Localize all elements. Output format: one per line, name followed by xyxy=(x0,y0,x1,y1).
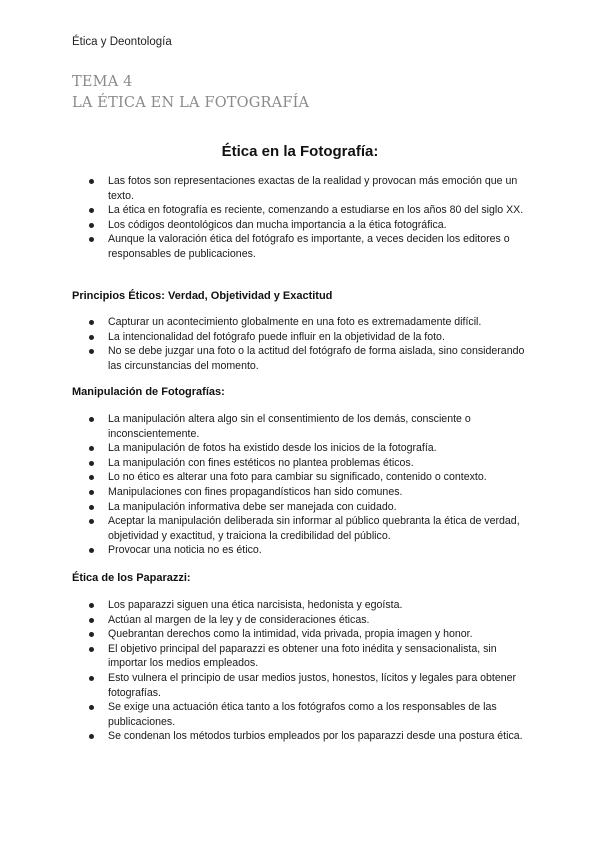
list-item: Lo no ético es alterar una foto para cambiar su significado, contenido o contexto. xyxy=(72,470,534,485)
list-item: La manipulación con fines estéticos no plantea problemas éticos. xyxy=(72,456,534,471)
list-item: El objetivo principal del paparazzi es obtener una foto inédita y sensacionalista, sin importar los medios empleados. xyxy=(72,642,534,671)
intro-list xyxy=(72,174,534,262)
tema-number: TEMA 4 xyxy=(72,74,133,90)
principios-heading: Principios Éticos: Verdad, Objetividad y Exactitud xyxy=(72,290,333,302)
principios-section xyxy=(72,315,534,373)
list-item: La manipulación informativa debe ser manejada con cuidado. xyxy=(72,500,534,515)
list-item: Capturar un acontecimiento globalmente en una foto es extremadamente difícil. xyxy=(72,315,534,330)
list-item: No se debe juzgar una foto o la actitud del fotógrafo de forma aislada, sino considerando las circunstancias del momento. xyxy=(72,344,534,373)
list-item: Se condenan los métodos turbios empleados por los paparazzi desde una postura ética. xyxy=(72,729,534,744)
list-item: La manipulación altera algo sin el consentimiento de los demás, consciente o inconscientemente. xyxy=(72,412,534,441)
list-item: Las fotos son representaciones exactas de la realidad y provocan más emoción que un texto. xyxy=(72,174,534,203)
manipulacion-list xyxy=(72,412,534,558)
main-title: Ética en la Fotografía: xyxy=(221,143,379,160)
list-item: La ética en fotografía es reciente, comenzando a estudiarse en los años 80 del siglo XX. xyxy=(72,203,534,218)
list-item: Quebrantan derechos como la intimidad, vida privada, propia imagen y honor. xyxy=(72,627,534,642)
list-item: Manipulaciones con fines propagandísticos han sido comunes. xyxy=(72,485,534,500)
paparazzi-heading: Ética de los Paparazzi: xyxy=(72,572,191,584)
paparazzi-section xyxy=(72,598,534,744)
manipulacion-heading: Manipulación de Fotografías: xyxy=(72,386,225,398)
paparazzi-list xyxy=(72,598,534,744)
manipulacion-section xyxy=(72,412,534,558)
page-header: Ética y Deontología xyxy=(72,36,172,48)
intro-section xyxy=(72,174,534,262)
tema-title: LA ÉTICA EN LA FOTOGRAFÍA xyxy=(72,95,310,111)
list-item: Provocar una noticia no es ético. xyxy=(72,543,534,558)
list-item: Esto vulnera el principio de usar medios justos, honestos, lícitos y legales para obtener fotografías. xyxy=(72,671,534,700)
list-item: Los paparazzi siguen una ética narcisista, hedonista y egoísta. xyxy=(72,598,534,613)
list-item: Actúan al margen de la ley y de consideraciones éticas. xyxy=(72,613,534,628)
list-item: Se exige una actuación ética tanto a los fotógrafos como a los responsables de las publicaciones. xyxy=(72,700,534,729)
list-item: La intencionalidad del fotógrafo puede influir en la objetividad de la foto. xyxy=(72,330,534,345)
list-item: La manipulación de fotos ha existido desde los inicios de la fotografía. xyxy=(72,441,534,456)
principios-list xyxy=(72,315,534,373)
list-item: Aceptar la manipulación deliberada sin informar al público quebranta la ética de verdad, objetividad y exactitud, y traiciona la credibilidad del público. xyxy=(72,514,534,543)
list-item: Los códigos deontológicos dan mucha importancia a la ética fotográfica. xyxy=(72,218,534,233)
list-item: Aunque la valoración ética del fotógrafo es importante, a veces deciden los editores o responsables de publicaciones. xyxy=(72,232,534,261)
